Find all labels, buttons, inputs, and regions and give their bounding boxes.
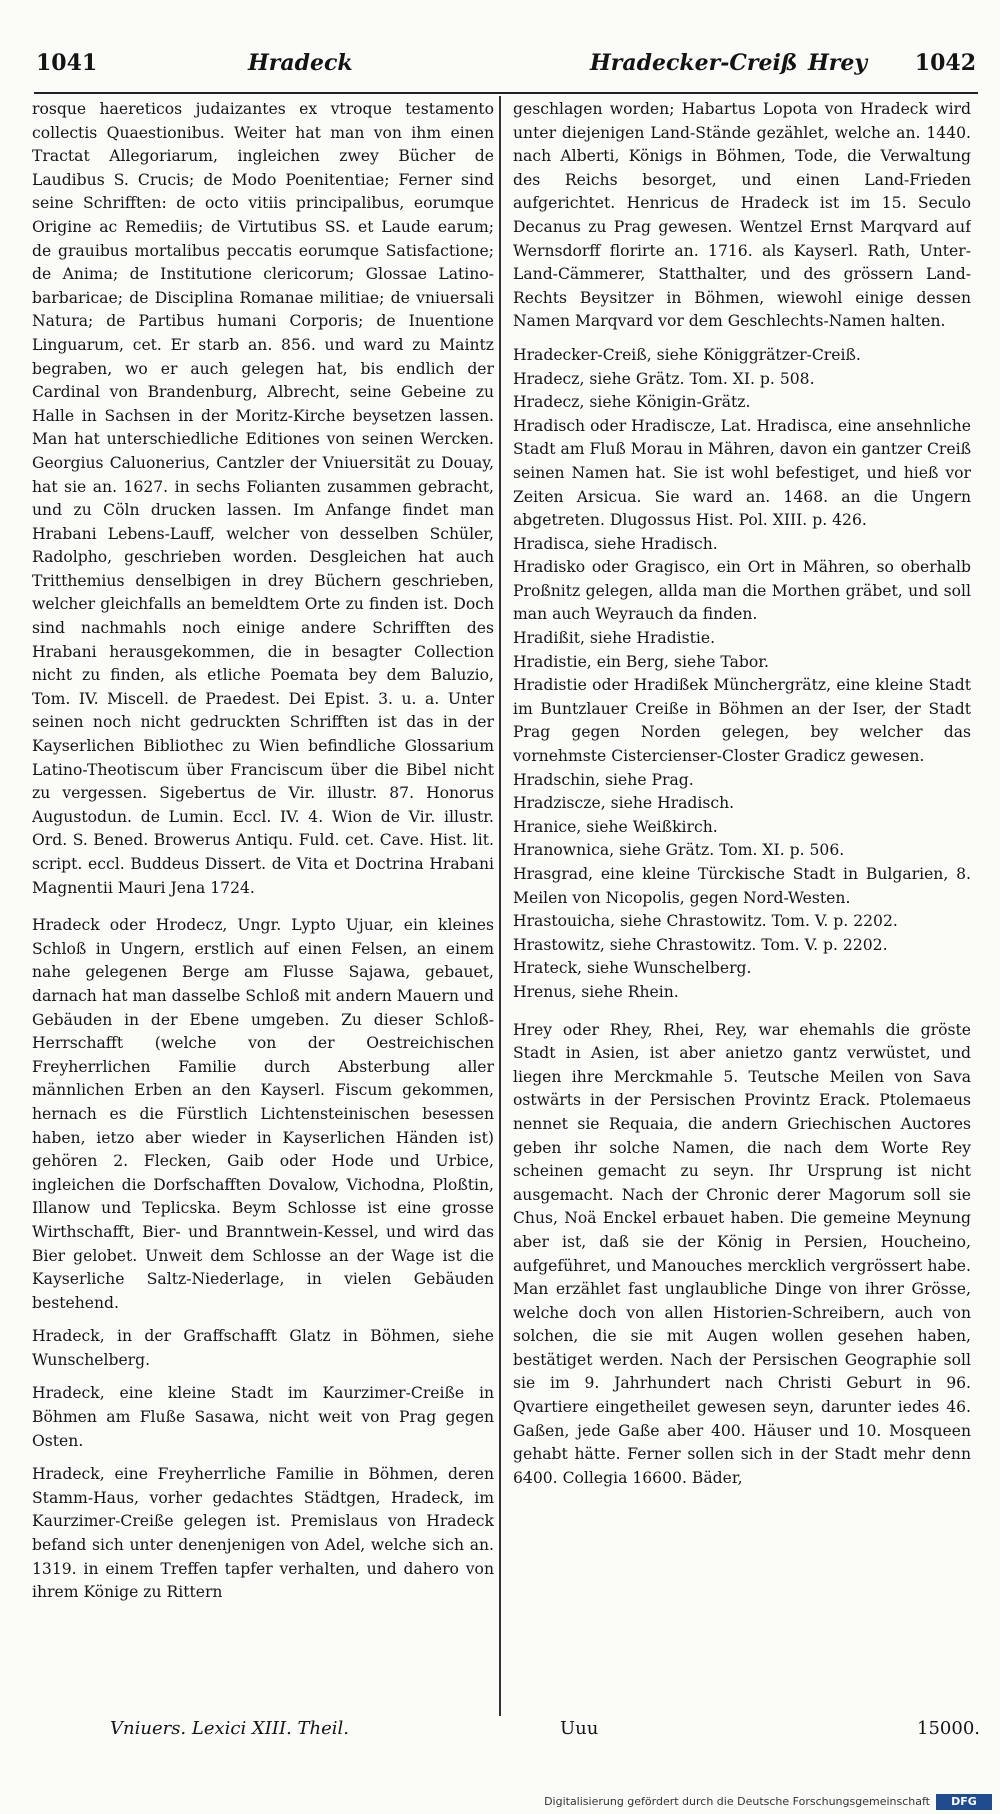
entry-hradziscze: Hradziscze, siehe Hradisch.: [513, 794, 735, 813]
catchword: 15000.: [917, 1718, 980, 1739]
digitization-credit: Digitalisierung gefördert durch die Deutsche Forschungsgemeinschaft: [544, 1795, 930, 1808]
entry-hradecz-graetz: Hradecz, siehe Grätz. Tom. XI. p. 508.: [513, 369, 815, 388]
entry-hradissit: Hradißit, siehe Hradistie.: [513, 629, 716, 648]
entry-hranownica: Hranownica, siehe Grätz. Tom. XI. p. 506.: [513, 841, 845, 860]
running-header: [36, 50, 976, 90]
entry-hrenus: Hrenus, siehe Rhein.: [513, 982, 679, 1001]
running-title-left: Hradeck: [248, 50, 353, 76]
page-number-right: 1042: [914, 50, 976, 76]
header-rule: [34, 92, 978, 94]
entry-hradisko: Hradisko oder Gragisco, ein Ort in Mähren, so oberhalb Proßnitz gelegen, allda man die Morthen gräbet, und soll man auch Weyrauch da finden.: [513, 558, 971, 624]
sheet-signature: Uuu: [560, 1718, 599, 1739]
page-number-left: 1041: [36, 50, 98, 76]
entry-hradeck-glatz: Hradeck, in der Graffschafft Glatz in Böhmen, siehe Wunschelberg.: [32, 1327, 494, 1369]
entry-hradeck-familie: Hradeck, eine Freyherrliche Familie in Böhmen, deren Stamm-Haus, vorher gedachtes Städtgen, Hradeck, im Kaurzimer-Creiße gelegen ist. Premislaus von Hradeck befand sich unter denenjenigen von Adel, welche sich an. 1319. in einem Treffen tapfer verhalten, und dahero von ihrem Könige zu Rittern: [32, 1465, 494, 1602]
entry-hradeck-stadt: Hradeck, eine kleine Stadt im Kaurzimer-Creiße in Böhmen am Fluße Sasawa, nicht weit von Prag gegen Osten.: [32, 1384, 494, 1450]
dfg-logo: DFG: [936, 1794, 992, 1810]
left-column: [32, 98, 494, 1716]
running-title-right: Hradecker-Creiß: [590, 50, 798, 76]
entry-hradistie-stadt: Hradistie oder Hradißek Münchergrätz, eine kleine Stadt im Buntzlauer Creiße in Böhmen an der Iser, der Stadt Prag gegen Norden gelegen, bey welcher das vornehmste Cistercienser-Closter Gradicz gewesen.: [513, 676, 971, 766]
entry-hrastouicha: Hrastouicha, siehe Chrastowitz. Tom. V. p. 2202.: [513, 912, 898, 931]
entry-hrasgrad: Hrasgrad, eine kleine Türckische Stadt in Bulgarien, 8. Meilen von Nicopolis, gegen Nord-Westen.: [513, 865, 971, 907]
right-column: [513, 98, 971, 1716]
entry-hradeck-ungern: Hradeck oder Hrodecz, Ungr. Lypto Ujuar, ein kleines Schloß in Ungern, erstlich auf einen Felsen, an einem nahe gelegenen Berge am Flusse Sajawa, gebauet, darnach hat man dasselbe Schloß mit andern Mauern und Gebäuden in der Ebene umgeben. Zu dieser Schloß-Herrschafft (welche von der Oestreichischen Freyherrlichen Familie durch Absterbung aller männlichen Erben an den Kayserl. Fiscum gekommen, hernach es die Fürstlich Lichtensteinischen besessen haben, ietzo aber wieder in Kayserlichen Händen ist) gehören 2. Flecken, Gaib oder Hode und Urbice, ingleichen die Dorfschafften Dovalow, Vichodna, Ploßtin, Illanow und Teplicska. Beym Schlosse ist eine grosse Wirthschafft, Bier- und Branntwein-Kessel, und wird das Bier gelobet. Unweit dem Schlosse an der Wage ist die Kayserliche Saltz-Niederlage, in vielen Gebäuden bestehend.: [32, 916, 494, 1312]
page-footer: [40, 1718, 980, 1754]
entry-hradecz-koenigin: Hradecz, siehe Königin-Grätz.: [513, 393, 751, 412]
entry-hranice: Hranice, siehe Weißkirch.: [513, 817, 718, 836]
running-title-right-2: Hrey: [808, 50, 868, 76]
entry-hradecker-creiss: Hradecker-Creiß, siehe Königgrätzer-Creiß.: [513, 345, 861, 364]
column-divider: [499, 96, 501, 1716]
entry-hradschin: Hradschin, siehe Prag.: [513, 770, 694, 789]
entry-hrey: Hrey oder Rhey, Rhei, Rey, war ehemahls die gröste Stadt in Asien, ist aber anietzo gantz verwüstet, und liegen ihre Merckmahle 5. Teutsche Meilen von Sava ostwärts in der Persischen Provintz Erack. Ptolemaeus nennet sie Requaia, die andern Griechischen Auctores geben ihr solche Namen, die nach dem Worte Rey scheinen gemacht zu seyn. Ihr Ursprung ist nicht ausgemacht. Nach der Chronic derer Magorum soll sie Chus, Noä Enckel erbauet haben. Die gemeine Meynung aber ist, daß sie der König in Persien, Houcheino, aufgeführet, und Manouches mercklich vergrössert habe. Man erzählet fast unglaubliche Dinge von ihrer Grösse, welche doch von allen Historien-Schreibern, auch von solchen, die sie mit Augen wollen gesehen haben, bestätiget werden. Nach der Persischen Geographie soll sie im 9. Jahrhundert nach Christi Geburt in 96. Qvartiere eingetheilet gewesen seyn, darunter iedes 46. Gaßen, jede Gaße aber 400. Häuser und 10. Mosqueen gehabt hätte. Ferner sollen sich in der Stadt mehr denn 6400. Collegia 16600. Bäder,: [513, 1020, 971, 1487]
entry-paragraph: rosque haereticos judaizantes ex vtroque testamento collectis Quaestionibus. Weiter hat man von ihm einen Tractat Allegoriarum, ingleichen zwey Bücher de Laudibus S. Crucis; de Modo Poenitentiae; Ferner sind seine Schrifften: de octo vitiis principalibus, eorumque Origine ac Remediis; de Virtutibus SS. et Laude earum; de grauibus mortalibus peccatis eorumque Satisfactione; de Anima; de Institutione clericorum; Glossae Latino-barbaricae; de Disciplina Romanae militiae; de vniuersali Natura; de Partibus humani Corporis; de Inuentione Linguarum, cet. Er starb an. 856. und ward zu Maintz begraben, wo er auch gelegen hat, bis endlich der Cardinal von Brandenburg, Albrecht, seine Gebeine zu Halle in Sachsen in der Moritz-Kirche beysetzen lassen. Man hat unterschiedliche Editiones von seinen Wercken. Georgius Caluonerius, Cantzler der Vniuersität zu Douay, hat sie an. 1627. in sechs Folianten zusammen gebracht, und zu Cöln drucken lassen. Im Anfange findet man Hrabani Lebens-Lauff, welcher von desselben Schüler, Radolpho, geschrieben worden. Desgleichen hat auch Tritthemius denselbigen in drey Büchern geschrieben, welcher gleichfalls an bemeldtem Orte zu finden ist. Doch sind nachmahls noch einige andere Schrifften des Hrabani herausgekommen, die in besagter Collection nicht zu finden, als etliche Poemata bey dem Baluzio, Tom. IV. Miscell. de Praedest. Dei Epist. 3. u. a. Unter seinen noch nicht gedruckten Schrifften ist das in der Kayserlichen Bibliothec zu Wien befindliche Glossarium Latino-Theotiscum über Franciscum über die Bibel nicht zu vergessen. Sigebertus de Vir. illustr. 87. Honorus Augustodun. de Lumin. Eccl. IV. 4. Wion de Vir. illustr. Ord. S. Bened. Browerus Antiqu. Fuld. cet. Cave. Hist. lit. script. eccl. Buddeus Dissert. de Vita et Doctrina Hrabani Magnentii Mauri Jena 1724.: [32, 100, 494, 897]
entry-hradisca: Hradisca, siehe Hradisch.: [513, 534, 718, 553]
entry-hrastowitz: Hrastowitz, siehe Chrastowitz. Tom. V. p. 2202.: [513, 935, 888, 954]
volume-signature: Vniuers. Lexici XIII. Theil.: [110, 1718, 350, 1739]
entry-hradisch: Hradisch oder Hradiscze, Lat. Hradisca, eine ansehnliche Stadt am Fluß Morau in Mähren, davon ein gantzer Creiß seinen Namen hat. Sie ist wohl befestiget, und hieß vor Zeiten Arsicua. Sie ward an. 1468. an die Ungern abgetreten. Dlugossus Hist. Pol. XIII. p. 426.: [513, 416, 971, 530]
entry-hradistie-berg: Hradistie, ein Berg, siehe Tabor.: [513, 652, 769, 671]
entry-hrateck: Hrateck, siehe Wunschelberg.: [513, 959, 752, 978]
entry-paragraph: geschlagen worden; Habartus Lopota von Hradeck wird unter diejenigen Land-Stände gezählet, welche an. 1440. nach Alberti, Königs in Böhmen, Tode, die Verwaltung des Reichs besorget, und einen Land-Frieden aufgerichtet. Henricus de Hradeck ist im 15. Seculo Decanus zu Prag gewesen. Wentzel Ernst Marqvard auf Wernsdorff florirte an. 1716. als Kayserl. Rath, Unter-Land-Cämmerer, Statthalter, und des grössern Land-Rechts Beysitzer in Böhmen, wiewohl einige dessen Namen Marqvard vor dem Geschlechts-Namen halten.: [513, 100, 971, 331]
